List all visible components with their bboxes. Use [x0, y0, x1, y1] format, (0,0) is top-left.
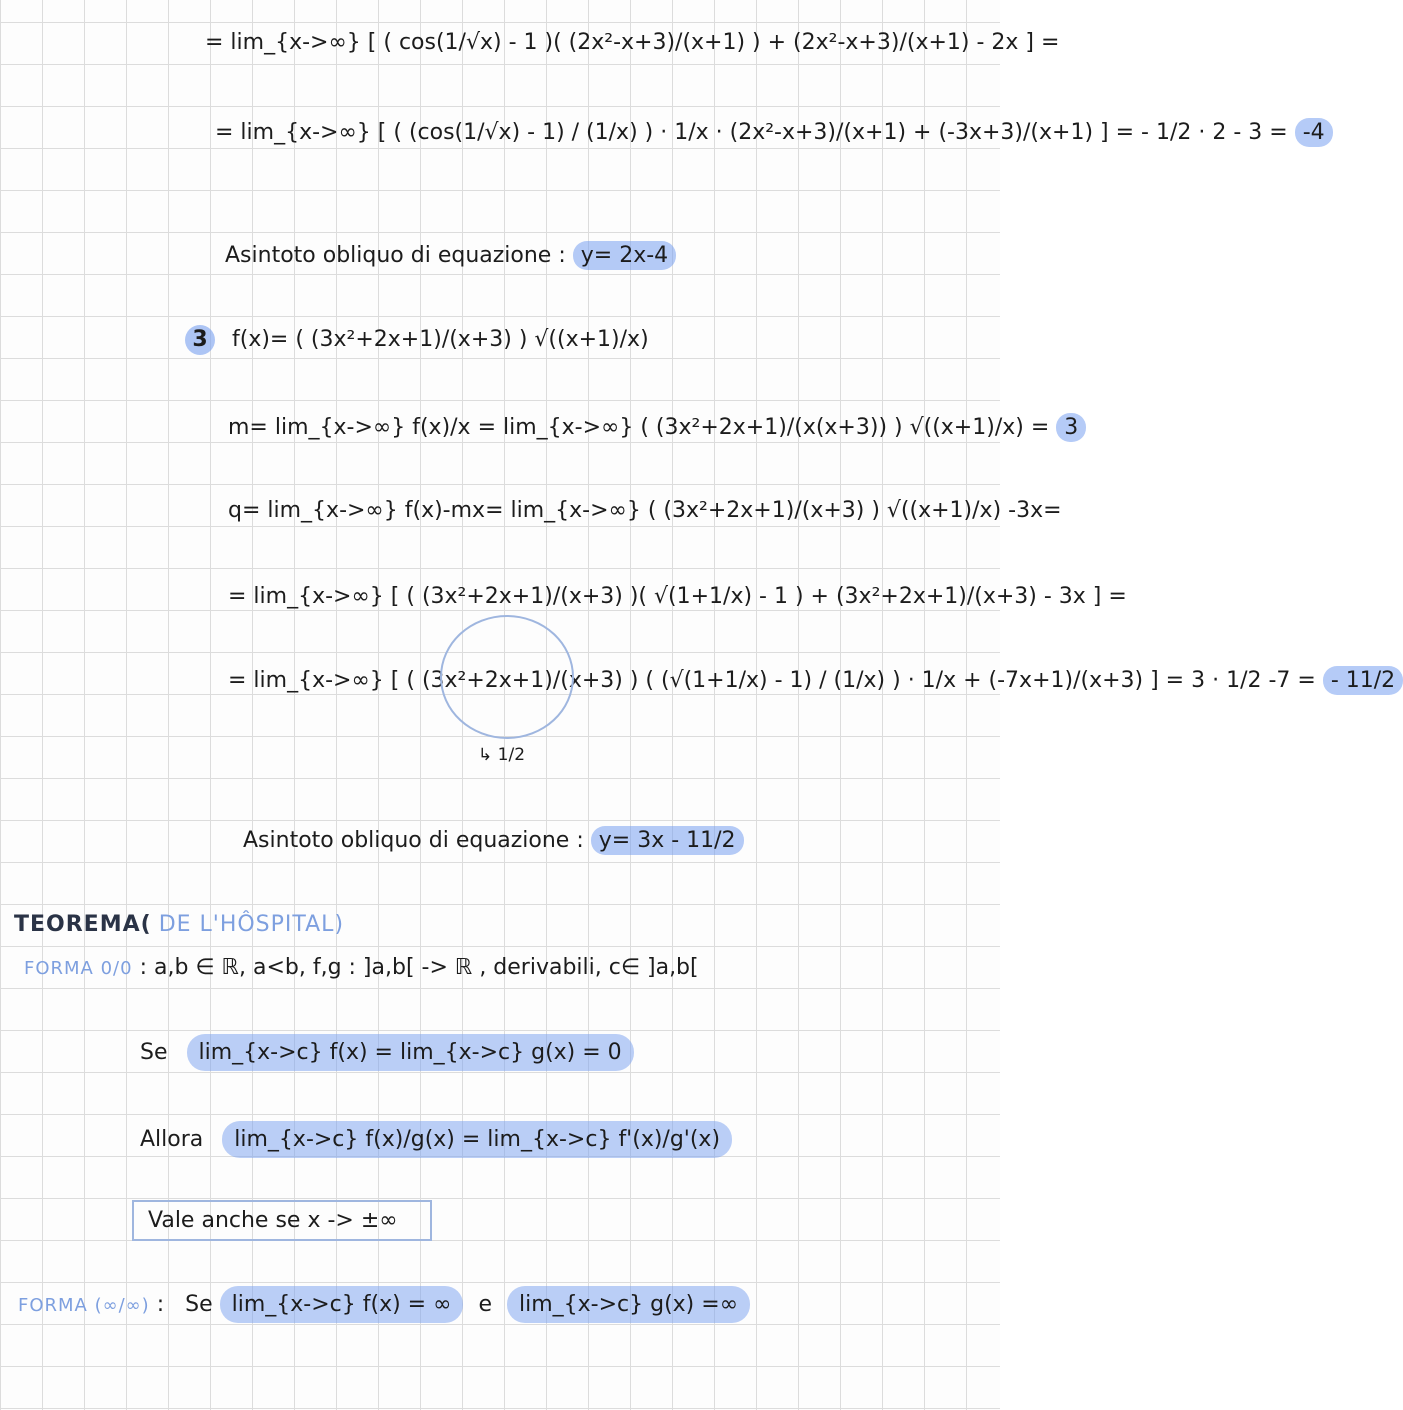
note-box-text: Vale anche se x -> ±∞ [148, 1208, 398, 1233]
se-expression: lim_{x->c} f(x) = lim_{x->c} g(x) = 0 [187, 1034, 634, 1071]
se-line [140, 1040, 634, 1065]
asymptote-line-1 [225, 243, 676, 268]
math-line-1-text: = lim_{x->∞} [ ( cos(1/√x) - 1 )( (2x²-x+3)/(x+1) ) + (2x²-x+3)/(x+1) - 2x ] = [205, 30, 1060, 55]
forma-2-colon: : [156, 1292, 165, 1317]
m-line-text: m= lim_{x->∞} f(x)/x = lim_{x->∞} ( (3x²+2x+1)/(x(x+3)) ) √((x+1)/x) = [228, 415, 1050, 440]
allora-line [140, 1127, 732, 1152]
forma-1-line [24, 955, 699, 980]
q-line [228, 498, 1062, 523]
q-line-2-text: = lim_{x->∞} [ ( (3x²+2x+1)/(x+3) )( √(1+1/x) - 1 ) + (3x²+2x+1)/(x+3) - 3x ] = [228, 584, 1127, 609]
q-line-3 [228, 668, 1403, 693]
forma-2-label: FORMA (∞/∞) [18, 1295, 150, 1316]
circle-annotation-text: ↳ 1/2 [478, 745, 526, 765]
forma-1-label: FORMA 0/0 [24, 958, 133, 979]
theorem-subtitle: DE L'HÔSPITAL) [158, 912, 345, 937]
forma-2-se: Se [185, 1292, 213, 1317]
q-result: - 11/2 [1323, 666, 1403, 695]
math-line-2-text: = lim_{x->∞} [ ( (cos(1/√x) - 1) / (1/x) ) · 1/x · (2x²-x+3)/(x+1) + (-3x+3)/(x+1) ] = - 1/2 · 2 - 3 = [215, 120, 1288, 145]
asymptote-1-equation: y= 2x-4 [573, 241, 676, 270]
asymptote-1-label: Asintoto obliquo di equazione : [225, 243, 566, 268]
math-line-2 [215, 120, 1333, 145]
highlight-result-1: -4 [1295, 118, 1333, 147]
forma-2-line [18, 1292, 750, 1317]
m-line [228, 415, 1086, 440]
exercise-3-line [185, 325, 649, 355]
asymptote-2-equation: y= 3x - 11/2 [591, 826, 744, 855]
q-line-3-text: = lim_{x->∞} [ ( (3x²+2x+1)/(x+3) ) ( (√(1+1/x) - 1) / (1/x) ) · 1/x + (-7x+1)/(x+3) ] = 3 · 1/2 -7 = [228, 668, 1316, 693]
exercise-number-badge: 3 [185, 325, 215, 355]
circle-annotation [478, 745, 525, 765]
theorem-title: TEOREMA( [14, 912, 152, 937]
se-word: Se [140, 1040, 168, 1065]
forma-2-expression-2: lim_{x->c} g(x) =∞ [507, 1286, 750, 1323]
forma-1-text: : a,b ∈ ℝ, a<b, f,g : ]a,b[ -> ℝ , derivabili, c∈ ]a,b[ [139, 955, 699, 980]
exercise-3-function: f(x)= ( (3x²+2x+1)/(x+3) ) √((x+1)/x) [232, 327, 649, 352]
forma-2-expression-1: lim_{x->c} f(x) = ∞ [220, 1286, 464, 1323]
m-result: 3 [1056, 413, 1086, 442]
forma-2-and: e [478, 1292, 492, 1317]
note-box [132, 1200, 432, 1241]
q-line-2 [228, 584, 1127, 609]
circled-limit-marker [440, 615, 574, 739]
math-line-1 [205, 30, 1059, 55]
asymptote-2-label: Asintoto obliquo di equazione : [243, 828, 584, 853]
q-line-text: q= lim_{x->∞} f(x)-mx= lim_{x->∞} ( (3x²+2x+1)/(x+3) ) √((x+1)/x) -3x= [228, 498, 1062, 523]
asymptote-line-2 [243, 828, 744, 853]
allora-word: Allora [140, 1127, 204, 1152]
allora-expression: lim_{x->c} f(x)/g(x) = lim_{x->c} f'(x)/g'(x) [222, 1121, 732, 1158]
theorem-heading [14, 912, 344, 937]
